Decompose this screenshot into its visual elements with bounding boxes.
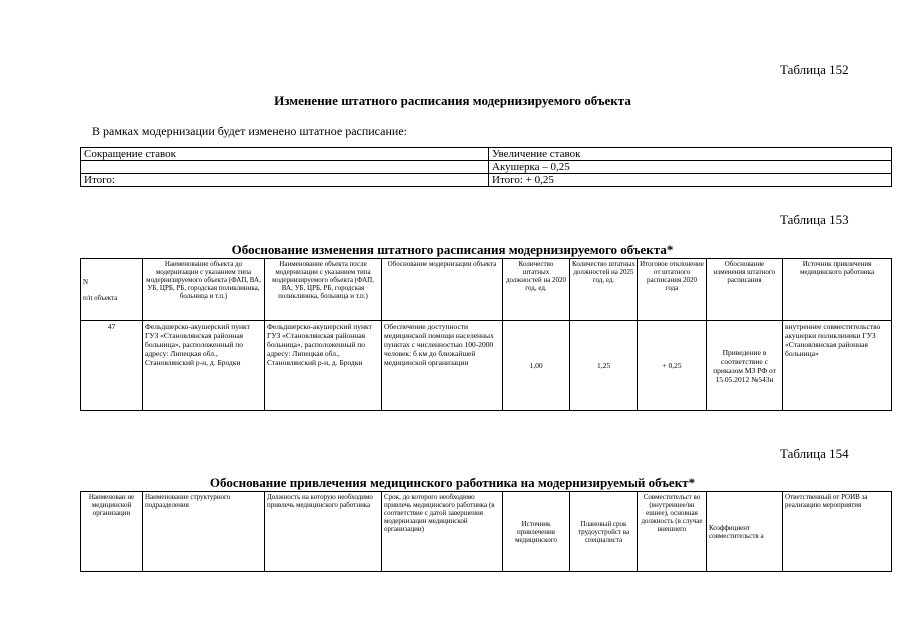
col-count-2025-header: Количество штатных должностей на 2025 год, ед. (570, 259, 638, 321)
col-before-header: Наименование объекта до модернизации с указанием типа модернизируемого объекта (ФАП, ВА, УБ, ЦРБ, РБ, городская поликлиника, больница и т.п.) (143, 259, 265, 321)
increase-total: Итого: + 0,25 (489, 174, 892, 187)
staff-justification-table (80, 258, 892, 411)
staff-deviation: + 0,25 (638, 321, 707, 411)
table-154-number: Таблица 154 (780, 446, 849, 461)
reduction-header: Сокращение ставок (81, 148, 489, 161)
col-coefficient-header: Коэффициент совместительств а (707, 492, 783, 572)
table-154-title: Обоснование привлечения медицинского работника на модернизируемый объект* (209, 475, 696, 490)
table-row (81, 161, 892, 174)
table-row (81, 321, 892, 411)
col-count-2020-header: Количество штатных должностей на 2020 год, ед. (503, 259, 570, 321)
col-responsible-header: Ответственный от РОИВ за реализацию мероприятия (783, 492, 892, 572)
object-after: Фельдшерско-акушерский пункт ГУЗ «Становлянская районная больница», расположенный по адресу: Липецкая обл., Становлянский р-н, д. Бродки (265, 321, 382, 411)
increase-header: Увеличение ставок (489, 148, 892, 161)
col-number-header: N п/п объекта (81, 259, 143, 321)
col-part-time-header: Совместительст во (внутреннее/вн ешнее), основная должность (в случае внешнего (638, 492, 707, 572)
col-org-header: Наименован ие медицинской организации (81, 492, 143, 572)
table-row (81, 148, 892, 161)
object-number: 47 (81, 321, 143, 411)
reduction-value (81, 161, 489, 174)
staff-count-2020: 1,00 (503, 321, 570, 411)
col-deadline-header: Срок, до которого необходимо привлечь медицинского работника (в соответствие с датой завершения модернизации медицинской организации) (382, 492, 503, 572)
increase-value: Акушерка – 0,25 (489, 161, 892, 174)
table-152-number: Таблица 152 (780, 62, 849, 77)
table-header-row (81, 492, 892, 572)
worker-source: внутреннее совместительство акушерки поликлиники ГУЗ «Становлянская районная больница» (783, 321, 892, 411)
modernization-reason: Обеспечение доступности медицинской помощи населенных пунктах с численностью 100-2000 человек: б км до ближайшей медицинской организации (382, 321, 503, 411)
worker-attraction-table (80, 491, 892, 572)
col-after-header: Наименование объекта после модернизации с указанием типа модернизируемого объекта (ФАП, ВА, УБ, ЦРБ, РБ, городская поликлиника, больница и т.п.) (265, 259, 382, 321)
col-justification-header: Обоснование изменения штатного расписания (707, 259, 783, 321)
staff-change-table (80, 147, 892, 187)
col-employment-date-header: Плановый срок трудоустройст ва специалиста (570, 492, 638, 572)
table-153-title: Обоснование изменения штатного расписания модернизируемого объекта* (231, 242, 674, 257)
col-deviation-header: Итоговое отклонение от штатного расписания 2020 года (638, 259, 707, 321)
change-justification: Приведение в соответствие с приказом МЗ РФ от 15.05.2012 №543н (707, 321, 783, 411)
col-reason-header: Обоснование модернизации объекта (382, 259, 503, 321)
col-source-header: Источник привлечения медицинского (503, 492, 570, 572)
object-before: Фельдшерско-акушерский пункт ГУЗ «Становлянская районная больница», расположенный по адресу: Липецкая обл., Становлянский р-н, д. Бродки (143, 321, 265, 411)
table-152-intro: В рамках модернизации будет изменено штатное расписание: (92, 124, 407, 138)
staff-count-2025: 1,25 (570, 321, 638, 411)
col-unit-header: Наименование структурного подразделения (143, 492, 265, 572)
reduction-total: Итого: (81, 174, 489, 187)
table-153-number: Таблица 153 (780, 212, 849, 227)
col-source-header: Источник привлечения медицинского работника (783, 259, 892, 321)
table-header-row (81, 259, 892, 321)
table-row (81, 174, 892, 187)
table-152-title: Изменение штатного расписания модернизируемого объекта (274, 93, 631, 108)
col-position-header: Должность на которую необходимо привлечь медицинского работника (265, 492, 382, 572)
